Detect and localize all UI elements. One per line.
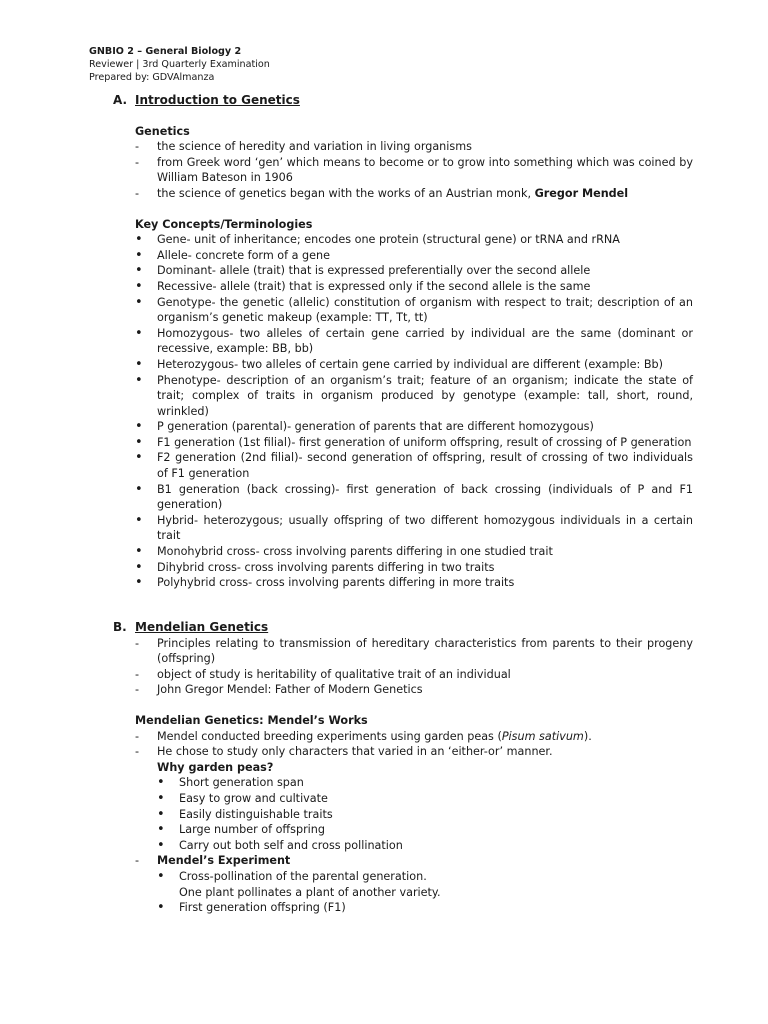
list-item: • Gene- unit of inheritance; encodes one protein (structural gene) or tRNA and rRNA bbox=[113, 232, 693, 248]
list-item: • Carry out both self and cross pollination bbox=[113, 838, 693, 854]
list-item: • Genotype- the genetic (allelic) constitution of organism with respect to trait; description of an organism’s genetic makeup (example: TT, Tt, tt) bbox=[113, 295, 693, 326]
mendels-works-list bbox=[113, 729, 693, 776]
mendels-experiment-heading: - Mendel’s Experiment bbox=[157, 854, 291, 868]
section-a-letter: A. bbox=[113, 93, 128, 107]
list-item: • Short generation span bbox=[113, 775, 693, 791]
list-item: • B1 generation (back crossing)- first generation of back crossing (individuals of P and F1 generation) bbox=[113, 482, 693, 513]
list-item: • Dominant- allele (trait) that is expressed preferentially over the second allele bbox=[113, 263, 693, 279]
list-item: • F2 generation (2nd filial)- second generation of offspring, result of crossing of two individuals of F1 generation bbox=[113, 450, 693, 481]
list-item bbox=[113, 729, 693, 745]
why-garden-peas-heading: Why garden peas? bbox=[157, 760, 274, 774]
key-concepts-heading: Key Concepts/Terminologies bbox=[135, 217, 313, 231]
list-item bbox=[113, 869, 693, 900]
list-item: • Recessive- allele (trait) that is expressed only if the second allele is the same bbox=[113, 279, 693, 295]
mendels-works-heading: Mendelian Genetics: Mendel’s Works bbox=[135, 713, 368, 727]
list-item: • Large number of offspring bbox=[113, 822, 693, 838]
section-b-title-text: Mendelian Genetics bbox=[135, 620, 269, 634]
list-item: • P generation (parental)- generation of parents that are different homozygous) bbox=[113, 419, 693, 435]
item-text: - He chose to study only characters that varied in an ‘either-or’ manner. bbox=[157, 745, 553, 759]
list-item: • Hybrid- heterozygous; usually offspring of two different homozygous individuals in a certain trait bbox=[113, 513, 693, 544]
experiment-steps-list bbox=[113, 869, 693, 916]
list-item: • First generation offspring (F1) bbox=[113, 900, 693, 916]
list-item: • Polyhybrid cross- cross involving parents differing in more traits bbox=[113, 575, 693, 591]
item-text: Mendel conducted breeding experiments using garden peas ( bbox=[157, 729, 502, 743]
list-item: • Heterozygous- two alleles of certain gene carried by individual are different (example: Bb) bbox=[113, 357, 693, 373]
list-item: • Allele- concrete form of a gene bbox=[113, 248, 693, 264]
section-b-letter: B. bbox=[113, 620, 127, 634]
section-introduction-to-genetics bbox=[113, 93, 693, 591]
item-text-continued: One plant pollinates a plant of another variety. bbox=[179, 885, 441, 899]
list-item: • Phenotype- description of an organism’s trait; feature of an organism; indicate the state of trait; complex of traits in organism produced by genotype (example: tall, short, round, wrinkled) bbox=[113, 373, 693, 420]
list-item bbox=[113, 186, 693, 202]
mendels-experiment-list bbox=[113, 853, 693, 869]
reviewer-line: Reviewer | 3rd Quarterly Examination bbox=[89, 59, 270, 71]
mendelian-list bbox=[113, 636, 693, 698]
item-text: • Cross-pollination of the parental generation. bbox=[179, 869, 427, 883]
key-concepts-list bbox=[113, 232, 693, 591]
section-a-title bbox=[113, 93, 693, 109]
list-item: • Easily distinguishable traits bbox=[113, 807, 693, 823]
course-title: GNBIO 2 – General Biology 2 bbox=[89, 46, 242, 57]
section-b-title bbox=[113, 620, 693, 636]
list-item: - the science of heredity and variation in living organisms bbox=[113, 139, 693, 155]
list-item: • Homozygous- two alleles of certain gene carried by individual are the same (dominant or recessive, example: BB, bb) bbox=[113, 326, 693, 357]
list-item: • Monohybrid cross- cross involving parents differing in one studied trait bbox=[113, 544, 693, 560]
document-header bbox=[89, 45, 270, 85]
list-item bbox=[113, 744, 693, 775]
genetics-list bbox=[113, 139, 693, 201]
prepared-by-line: Prepared by: GDVAlmanza bbox=[89, 72, 215, 84]
genetics-heading: Genetics bbox=[135, 124, 190, 138]
item-italic-text: Pisum sativum bbox=[501, 729, 584, 743]
list-item: - object of study is heritability of qualitative trait of an individual bbox=[113, 667, 693, 683]
list-item: - Principles relating to transmission of hereditary characteristics from parents to their progeny (offspring) bbox=[113, 636, 693, 667]
list-item: • F1 generation (1st filial)- first generation of uniform offspring, result of crossing of P generation bbox=[113, 435, 693, 451]
list-item: • Easy to grow and cultivate bbox=[113, 791, 693, 807]
item-text-suffix: ). bbox=[583, 729, 592, 743]
item-bold-text: Gregor Mendel bbox=[534, 186, 629, 200]
why-garden-peas-list bbox=[113, 775, 693, 853]
list-item: • Dihybrid cross- cross involving parents differing in two traits bbox=[113, 560, 693, 576]
list-item: - from Greek word ‘gen’ which means to become or to grow into something which was coined by William Bateson in 1906 bbox=[113, 155, 693, 186]
list-item bbox=[113, 853, 693, 869]
item-text: the science of genetics began with the works of an Austrian monk, bbox=[157, 186, 535, 200]
list-item: - John Gregor Mendel: Father of Modern Genetics bbox=[113, 682, 693, 698]
section-a-title-text: Introduction to Genetics bbox=[135, 93, 300, 107]
section-mendelian-genetics bbox=[113, 620, 693, 916]
